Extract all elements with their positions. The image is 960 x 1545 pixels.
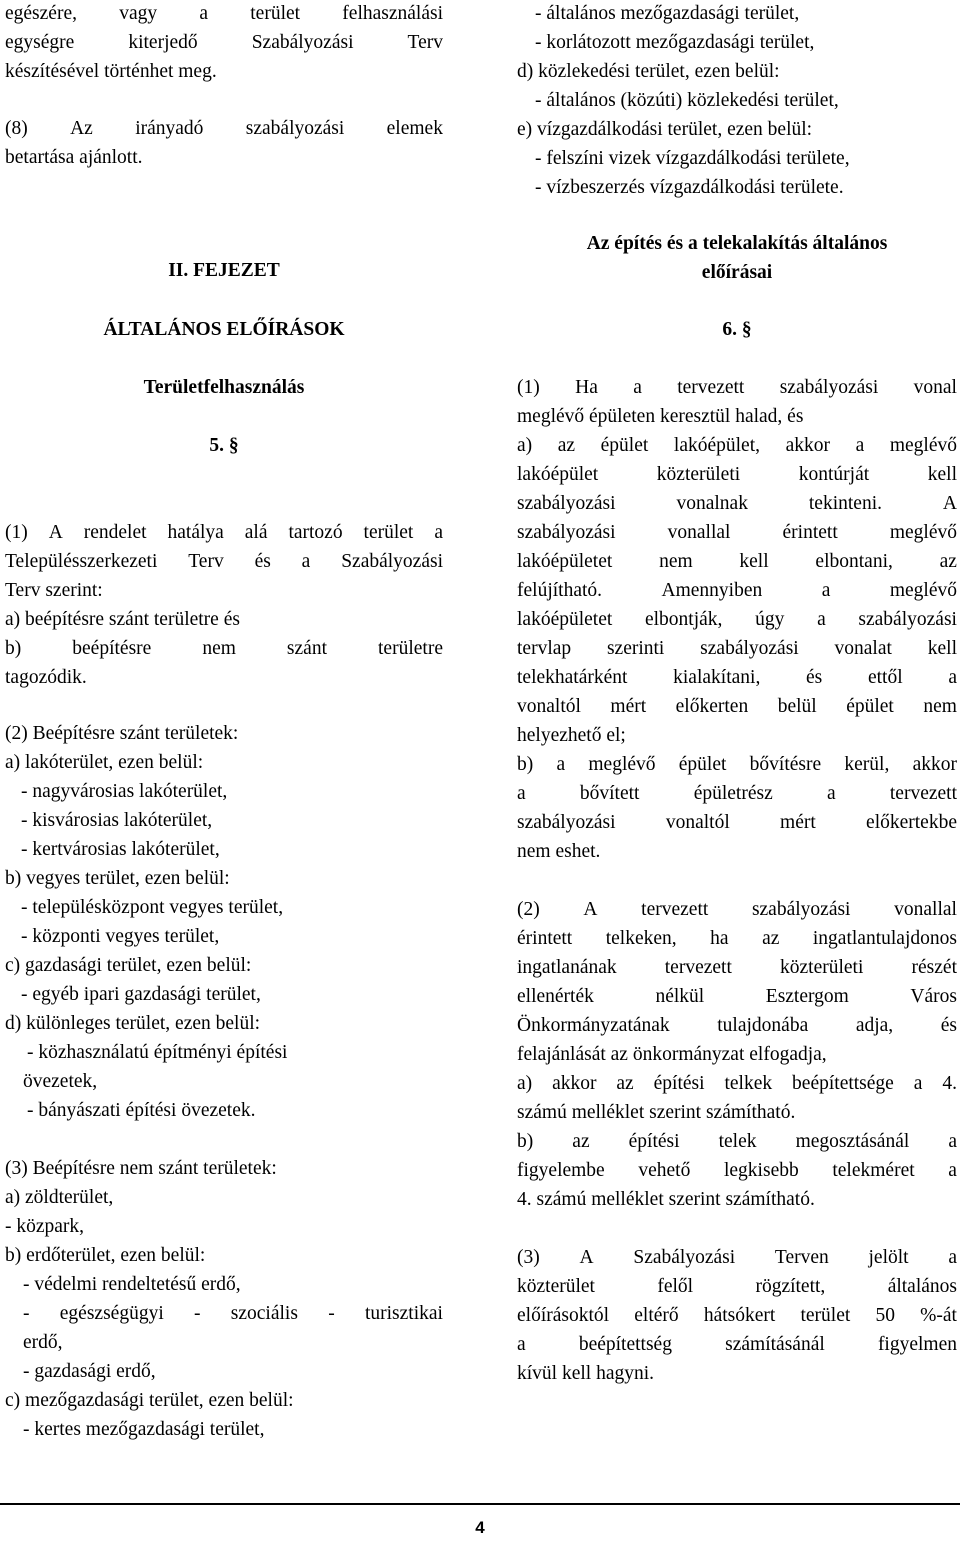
word: Esztergom <box>765 986 849 1007</box>
word: egészére, <box>5 3 77 24</box>
word: közterületi <box>780 957 864 978</box>
word: eltérő <box>634 1305 679 1326</box>
word: A <box>583 899 598 920</box>
word: lakóépületet <box>517 609 613 630</box>
text-line: betartása ajánlott. <box>5 147 143 168</box>
word: vonalnak <box>676 493 748 514</box>
word: rögzített, <box>755 1276 826 1297</box>
word: tulajdonába <box>717 1015 809 1036</box>
text-line <box>517 577 957 606</box>
text-line: kívül kell hagyni. <box>517 1363 655 1384</box>
word: az <box>939 551 957 572</box>
word: meglévő <box>889 435 957 456</box>
word: és <box>254 551 271 572</box>
word: a <box>913 1073 923 1094</box>
text-line <box>517 896 957 925</box>
word: Önkormányzatának <box>517 1015 670 1036</box>
chapter-heading: II. FEJEZET <box>168 260 280 281</box>
word: Terv <box>407 32 443 53</box>
text-line: e) vízgazdálkodási terület, ezen belül: <box>517 119 813 140</box>
list-item <box>23 1300 443 1329</box>
text-line <box>5 635 443 664</box>
list-item: - gazdasági erdő, <box>23 1361 156 1382</box>
word: kell <box>927 638 957 659</box>
word: nem <box>923 696 957 717</box>
list-item: erdő, <box>23 1332 63 1353</box>
word: építési <box>628 1131 680 1152</box>
word: terület <box>250 3 301 24</box>
word: épület <box>600 435 649 456</box>
text-line <box>517 548 957 577</box>
text-line <box>517 519 957 548</box>
list-item: - nagyvárosias lakóterület, <box>21 781 228 802</box>
list-item: - közpark, <box>5 1216 85 1237</box>
word: a <box>301 551 311 572</box>
word: szabályozási <box>751 899 851 920</box>
word: nem <box>659 551 693 572</box>
word: bővítésre <box>749 754 822 775</box>
word: megosztásánál <box>795 1131 910 1152</box>
word: épület <box>846 696 894 717</box>
text-line <box>517 1128 957 1157</box>
word: lakóépületet <box>517 551 613 572</box>
text-line <box>517 693 957 722</box>
text-line <box>517 664 957 693</box>
word: szociális <box>230 1303 298 1324</box>
word: kontúrját <box>798 464 870 485</box>
word: érintett <box>517 928 573 949</box>
word: (2) <box>517 899 540 920</box>
section-title: Területfelhasználás <box>143 377 305 398</box>
word: tervezett <box>664 957 732 978</box>
text-line <box>517 983 957 1012</box>
list-item: - felszíni vizek vízgazdálkodási területe, <box>535 148 850 169</box>
text-line <box>517 635 957 664</box>
word: rendelet <box>83 522 147 543</box>
word: területre <box>378 638 443 659</box>
word: a) <box>517 435 533 456</box>
footer-rule <box>0 1503 960 1505</box>
text-line: nem eshet. <box>517 841 601 862</box>
word: vehető <box>638 1160 691 1181</box>
word: a <box>817 609 826 630</box>
word: a <box>948 1247 957 1268</box>
word: figyelmen <box>877 1334 957 1355</box>
list-item: - kertes mezőgazdasági terület, <box>23 1419 265 1440</box>
word: szabályozási <box>779 377 879 398</box>
word: a <box>517 1334 526 1355</box>
word: meglévő <box>588 754 656 775</box>
word: szabályozási <box>245 118 345 139</box>
word: előkerten <box>675 696 749 717</box>
word: - <box>194 1303 201 1324</box>
list-item: - egyéb ipari gazdasági terület, <box>21 984 261 1005</box>
word: jelölt <box>868 1247 909 1268</box>
word: %-át <box>920 1305 957 1326</box>
word: ha <box>710 928 729 949</box>
word: tartozó <box>288 522 343 543</box>
word: Ha <box>575 377 598 398</box>
word: úgy <box>755 609 785 630</box>
list-item: - kertvárosias lakóterület, <box>21 839 220 860</box>
word: általános <box>887 1276 957 1297</box>
text-line: c) mezőgazdasági terület, ezen belül: <box>5 1390 294 1411</box>
word: vonalat <box>834 638 892 659</box>
word: alá <box>244 522 268 543</box>
text-line <box>517 1070 957 1099</box>
word: egységre <box>5 32 75 53</box>
word: - <box>328 1303 335 1324</box>
word: bővített <box>579 783 640 804</box>
word: Szabályozási <box>341 551 443 572</box>
text-line <box>517 780 957 809</box>
word: vagy <box>119 3 158 24</box>
word: az <box>572 1131 590 1152</box>
word: beépítettség <box>578 1334 672 1355</box>
word: Szabályozási <box>633 1247 736 1268</box>
word: a <box>434 522 443 543</box>
word: tervezett <box>677 377 745 398</box>
word: szánt <box>286 638 327 659</box>
text-line: felajánlását az önkormányzat elfogadja, <box>517 1044 827 1065</box>
word: a <box>556 754 566 775</box>
word: felől <box>657 1276 694 1297</box>
text-line: b) vegyes terület, ezen belül: <box>5 868 230 889</box>
word: nélkül <box>655 986 705 1007</box>
text-line <box>517 606 957 635</box>
text-line <box>517 954 957 983</box>
word: Szabályozási <box>251 32 354 53</box>
word: közterületi <box>656 464 741 485</box>
section-title: Az építés és a telekalakítás általános <box>586 233 888 254</box>
word: érintett <box>782 522 838 543</box>
word: elbontani, <box>815 551 893 572</box>
word: felújítható. <box>517 580 603 601</box>
word: telkeken, <box>605 928 677 949</box>
word: kiterjedő <box>128 32 198 53</box>
word: kell <box>739 551 769 572</box>
word: kell <box>927 464 957 485</box>
list-item: - településközpont vegyes terület, <box>21 897 284 918</box>
word: Terven <box>774 1247 829 1268</box>
word: vonallal <box>667 522 731 543</box>
text-line <box>517 809 957 838</box>
word: telekhatárként <box>517 667 628 688</box>
word: elemek <box>386 118 443 139</box>
text-line: Terv szerint: <box>5 580 103 601</box>
word: szabályozási <box>700 638 799 659</box>
list-item: - általános mezőgazdasági terület, <box>535 3 800 24</box>
word: az <box>616 1073 634 1094</box>
text-line: számú melléklet szerint számítható. <box>517 1102 796 1123</box>
word: szabályozási <box>858 609 957 630</box>
word: szabályozási <box>517 522 616 543</box>
text-line: a) zöldterület, <box>5 1187 114 1208</box>
text-line <box>5 519 443 548</box>
list-item: - kisvárosias lakóterület, <box>21 810 213 831</box>
list-item: - közhasználatú építményi építési <box>27 1042 288 1063</box>
word: az <box>762 928 780 949</box>
text-line: (2) Beépítésre szánt területek: <box>5 723 239 744</box>
section-title: előírásai <box>701 262 773 283</box>
word: a <box>821 580 831 601</box>
word: építési <box>653 1073 705 1094</box>
word: és <box>940 1015 957 1036</box>
word: lakóépület, <box>673 435 760 456</box>
word: akkor <box>552 1073 597 1094</box>
text-line <box>517 432 957 461</box>
word: előkertekbe <box>866 812 957 833</box>
word: akkor <box>912 754 957 775</box>
text-line <box>5 0 443 29</box>
word: akkor <box>785 435 830 456</box>
word: a <box>948 667 957 688</box>
word: ingatlantulajdonos <box>812 928 957 949</box>
word: adja, <box>855 1015 894 1036</box>
word: kerül, <box>844 754 890 775</box>
word: turisztikai <box>364 1303 443 1324</box>
word: terület <box>800 1305 851 1326</box>
text-line: a) lakóterület, ezen belül: <box>5 752 204 773</box>
word: A <box>579 1247 594 1268</box>
text-line <box>517 374 957 403</box>
word: telek <box>718 1131 757 1152</box>
text-line: d) különleges terület, ezen belül: <box>5 1013 261 1034</box>
word: a <box>517 783 526 804</box>
word: a <box>948 1131 957 1152</box>
word: a <box>826 783 836 804</box>
word: szabályozási <box>517 493 616 514</box>
word: hatálya <box>167 522 224 543</box>
word: vonallal <box>894 899 957 920</box>
word: tekinteni. <box>808 493 882 514</box>
word: belül <box>777 696 817 717</box>
word: tervezett <box>641 899 709 920</box>
word: irányadó <box>135 118 204 139</box>
section-number: 6. § <box>722 319 752 340</box>
text-line: d) közlekedési terület, ezen belül: <box>517 61 780 82</box>
text-line <box>517 1273 957 1302</box>
word: épületrész <box>693 783 773 804</box>
word: szabályozási <box>517 812 616 833</box>
word: A <box>48 522 63 543</box>
text-line: készítésével történhet meg. <box>5 61 217 82</box>
word: felhasználási <box>342 3 443 24</box>
word: épület <box>678 754 727 775</box>
word: hátsókert <box>703 1305 776 1326</box>
word: telkek <box>724 1073 773 1094</box>
word: a <box>199 3 209 24</box>
word: ingatlanának <box>517 957 617 978</box>
word: beépítésre <box>72 638 152 659</box>
word: (1) <box>517 377 540 398</box>
word: és <box>806 667 823 688</box>
text-line: tagozódik. <box>5 667 87 688</box>
list-item: - védelmi rendeltetésű erdő, <box>23 1274 241 1295</box>
word: b) <box>517 1131 534 1152</box>
word: mért <box>780 812 816 833</box>
text-line: helyezhető el; <box>517 725 626 746</box>
word: b) <box>5 638 22 659</box>
word: vonal <box>913 377 957 398</box>
text-line <box>517 1244 957 1273</box>
word: a) <box>517 1073 533 1094</box>
page-number: 4 <box>475 1518 485 1537</box>
word: 4. <box>942 1073 957 1094</box>
list-item: - korlátozott mezőgazdasági terület, <box>535 32 815 53</box>
word: számításánál <box>725 1334 825 1355</box>
text-line <box>517 751 957 780</box>
word: kialakítani, <box>673 667 761 688</box>
text-line <box>517 1157 957 1186</box>
text-line <box>5 548 443 577</box>
text-line <box>517 461 957 490</box>
word: - <box>23 1303 30 1324</box>
text-line <box>517 1012 957 1041</box>
text-line: a) beépítésre szánt területre és <box>5 609 240 630</box>
word: elbontják, <box>644 609 723 630</box>
text-line <box>517 925 957 954</box>
word: Város <box>910 986 957 1007</box>
word: tervezett <box>889 783 957 804</box>
word: meglévő <box>889 522 957 543</box>
list-item: övezetek, <box>23 1071 98 1092</box>
text-line: meglévő épületen keresztül halad, és <box>517 406 804 427</box>
word: Terv <box>188 551 224 572</box>
text-line <box>517 1302 957 1331</box>
word: legkisebb <box>723 1160 799 1181</box>
word: 50 <box>875 1305 895 1326</box>
word: Településszerkezeti <box>5 551 158 572</box>
text-line <box>5 115 443 144</box>
list-item: - bányászati építési övezetek. <box>27 1100 256 1121</box>
word: Az <box>70 118 93 139</box>
word: a <box>633 377 642 398</box>
word: figyelembe <box>517 1160 605 1181</box>
word: szerinti <box>606 638 665 659</box>
section-number: 5. § <box>209 435 239 456</box>
text-line <box>5 29 443 58</box>
word: b) <box>517 754 534 775</box>
word: terület <box>363 522 414 543</box>
word: ettől <box>867 667 903 688</box>
word: előírásoktól <box>517 1305 610 1326</box>
word: tervlap <box>517 638 572 659</box>
word: (3) <box>517 1247 540 1268</box>
text-line <box>517 490 957 519</box>
word: vonaltól <box>517 696 581 717</box>
text-line: 4. számú melléklet szerint számítható. <box>517 1189 815 1210</box>
word: Amennyiben <box>661 580 763 601</box>
word: részét <box>911 957 957 978</box>
word: (1) <box>5 522 28 543</box>
word: egészségügyi <box>59 1303 164 1324</box>
list-item: - vízbeszerzés vízgazdálkodási területe. <box>535 177 844 198</box>
word: a <box>855 435 865 456</box>
word: A <box>942 493 957 514</box>
word: beépítettsége <box>792 1073 894 1094</box>
word: meglévő <box>889 580 957 601</box>
word: vonaltól <box>665 812 730 833</box>
word: az <box>557 435 576 456</box>
list-item: - központi vegyes terület, <box>21 926 220 947</box>
list-item: - általános (közúti) közlekedési terület, <box>535 90 839 111</box>
word: telekméret <box>832 1160 915 1181</box>
word: a <box>948 1160 957 1181</box>
word: lakóépület <box>517 464 599 485</box>
chapter-title: ÁLTALÁNOS ELŐÍRÁSOK <box>103 319 345 340</box>
word: (8) <box>5 118 28 139</box>
text-line: b) erdőterület, ezen belül: <box>5 1245 206 1266</box>
word: mért <box>610 696 647 717</box>
text-line: c) gazdasági terület, ezen belül: <box>5 955 252 976</box>
text-line: (3) Beépítésre nem szánt területek: <box>5 1158 277 1179</box>
word: közterület <box>517 1276 595 1297</box>
text-line <box>517 1331 957 1360</box>
word: nem <box>202 638 236 659</box>
word: ellenérték <box>517 986 594 1007</box>
